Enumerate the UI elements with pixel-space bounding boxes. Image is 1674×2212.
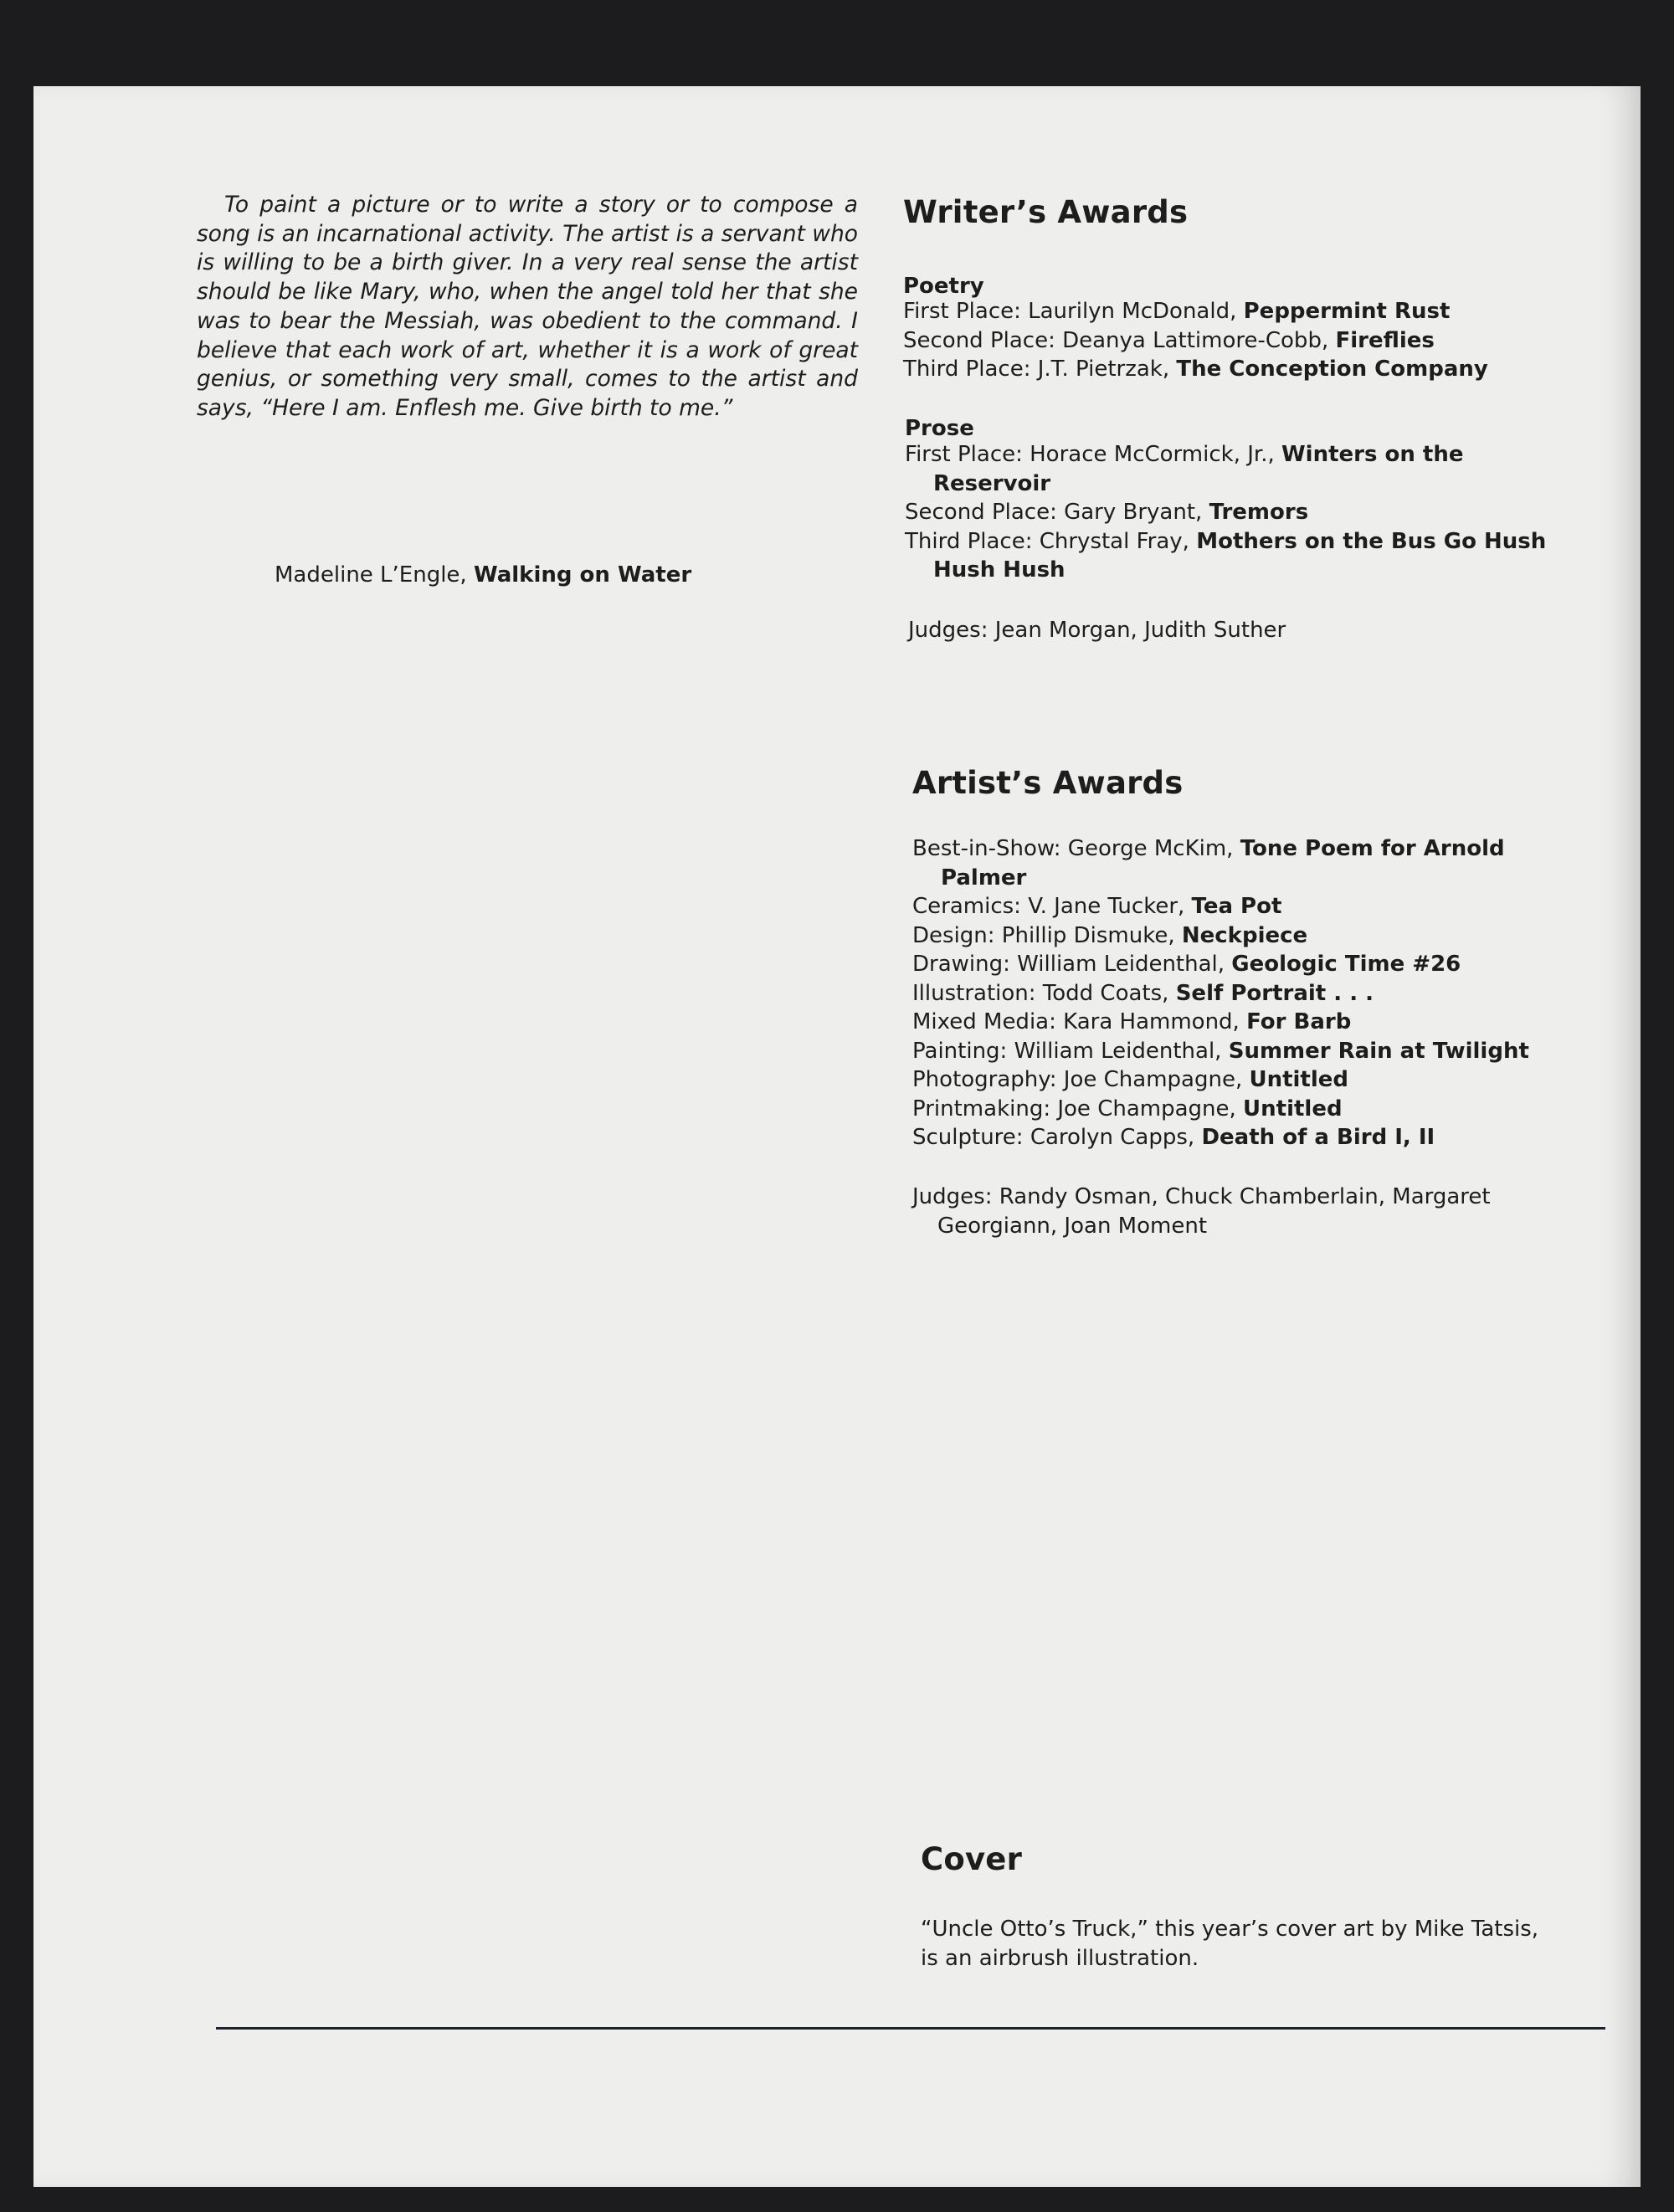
epigraph-attribution (275, 562, 691, 588)
artist-item: Illustration: Todd Coats, Self Portrait . . . (912, 980, 1374, 1006)
artist-item: Printmaking: Joe Champagne, Untitled (912, 1096, 1343, 1121)
artist-item: Ceramics: V. Jane Tucker, Tea Pot (912, 894, 1282, 919)
epigraph-quote: To paint a picture or to write a story or to compose a song is an incarnational activity. The artist is a servant who is willing to be a birth giver. In a very real sense the artist should be like Mary, who, when the angel told her that she was to bear the Messiah, was obedient to the command. I believe that each work of art, whether it is a work of great genius, or something very small, comes to the artist and says, “Here I am. Enflesh me. Give birth to me.” (197, 192, 858, 421)
epigraph-source: Walking on Water (473, 562, 692, 588)
poetry-item: Third Place: J.T. Pietrzak, The Conception Company (903, 357, 1488, 382)
writers-judges: Judges: Jean Morgan, Judith Suther (908, 618, 1286, 643)
epigraph-author: Madeline L’Engle, (275, 562, 467, 588)
cover-heading: Cover (921, 1841, 1023, 1877)
artist-item: Sculpture: Carolyn Capps, Death of a Bird I, II (912, 1125, 1435, 1150)
writers-awards-heading: Writer’s Awards (903, 194, 1189, 230)
prose-heading: Prose (905, 416, 974, 441)
poetry-item: Second Place: Deanya Lattimore-Cobb, Fireflies (903, 327, 1435, 353)
artists-judges: Judges: Randy Osman, Chuck Chamberlain, Margaret Georgiann, Joan Moment (912, 1184, 1491, 1239)
poetry-heading: Poetry (903, 274, 984, 299)
artist-item: Design: Phillip Dismuke, Neckpiece (912, 922, 1308, 948)
poetry-list (903, 297, 1573, 384)
artist-item: Photography: Joe Champagne, Untitled (912, 1067, 1349, 1092)
prose-item: Second Place: Gary Bryant, Tremors (905, 500, 1309, 525)
poetry-item: First Place: Laurilyn McDonald, Peppermint Rust (903, 299, 1451, 324)
artist-item: Mixed Media: Kara Hammond, For Barb (912, 1009, 1352, 1034)
prose-list (905, 440, 1574, 585)
cover-text: “Uncle Otto’s Truck,” this year’s cover art by Mike Tatsis, is an airbrush illustration. (921, 1917, 1539, 1971)
prose-item: First Place: Horace McCormick, Jr., Winters on the Reservoir (905, 442, 1464, 496)
artist-item: Painting: William Leidenthal, Summer Rain at Twilight (912, 1038, 1529, 1064)
bottom-rule (216, 2027, 1605, 2030)
artists-awards-heading: Artist’s Awards (912, 765, 1184, 801)
artists-list (912, 834, 1582, 1152)
artist-item: Best-in-Show: George McKim, Tone Poem for Arnold Palmer (912, 836, 1505, 890)
prose-item: Third Place: Chrystal Fray, Mothers on the Bus Go Hush Hush Hush (905, 528, 1547, 583)
artist-item: Drawing: William Leidenthal, Geologic Time #26 (912, 952, 1461, 977)
